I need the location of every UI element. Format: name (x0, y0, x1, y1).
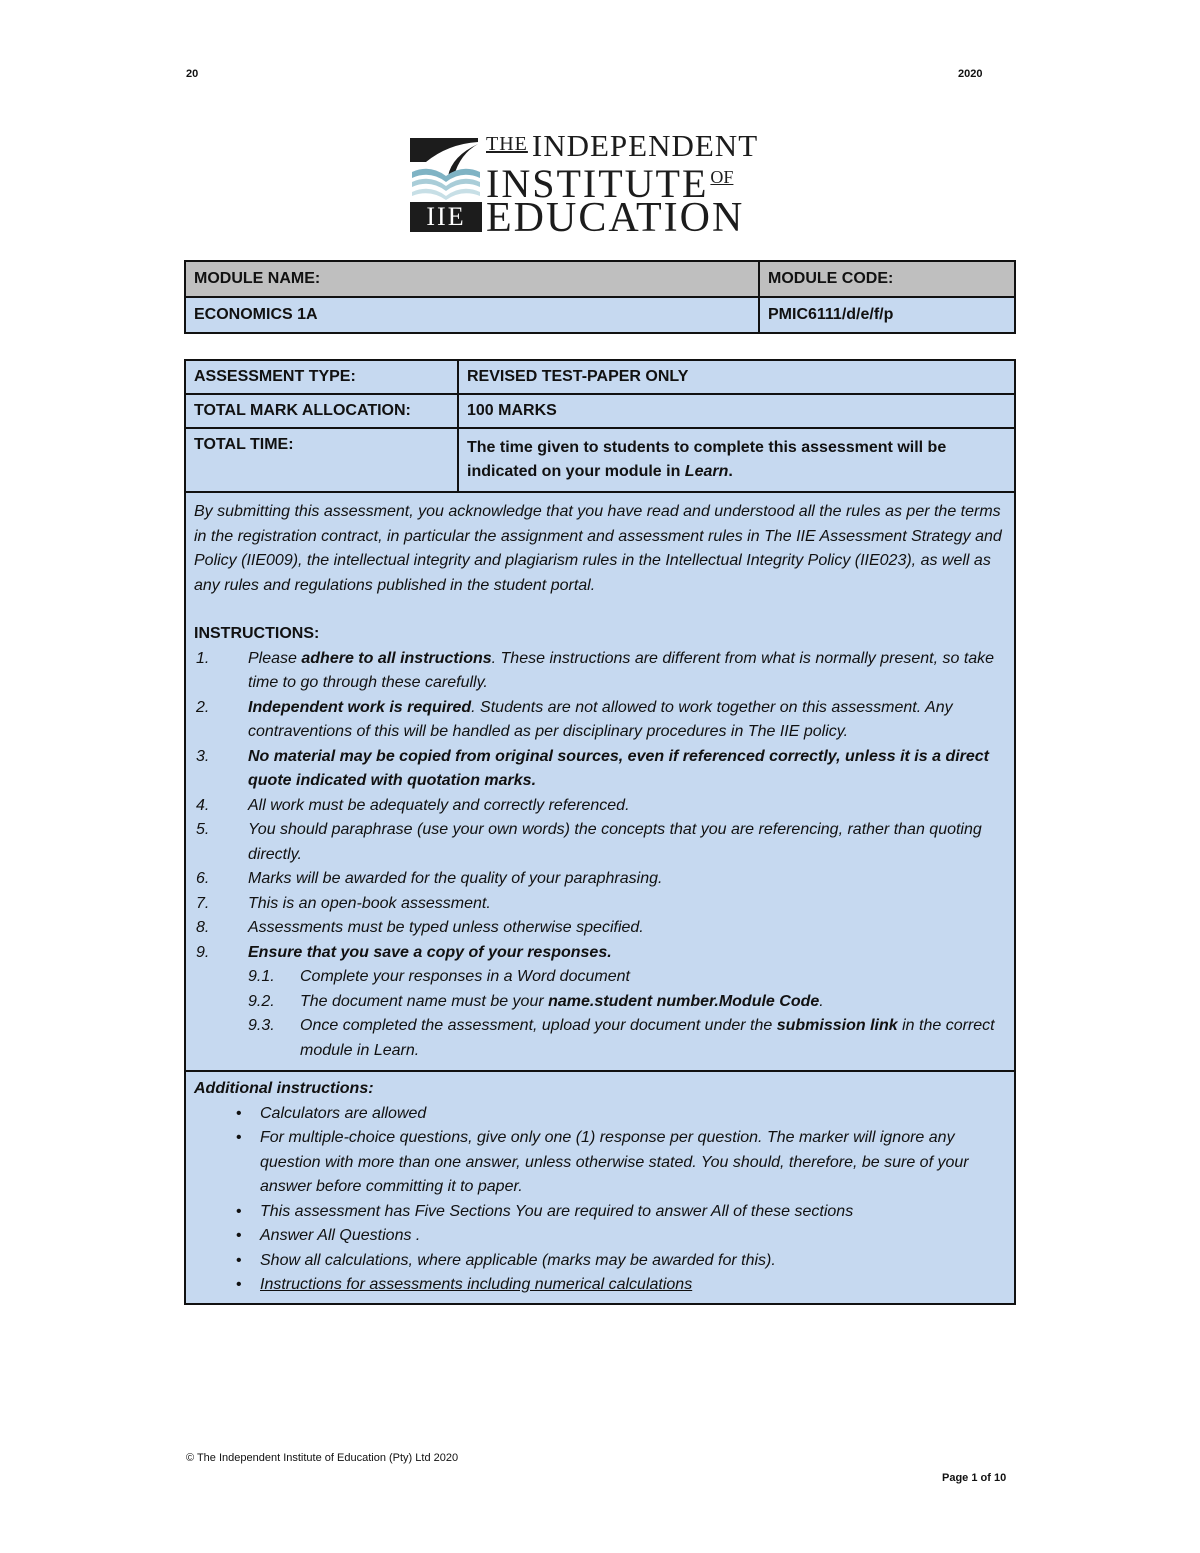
instruction-emphasis: Independent work is required (248, 698, 472, 716)
instruction-text: . Students are not allowed to work together on this assessment. Any contraventions of this will be handled as per disciplinary procedures in The IIE policy. (248, 698, 953, 740)
total-time-label: TOTAL TIME: (185, 428, 458, 492)
instruction-text: Assessments must be typed unless otherwise specified. (248, 919, 644, 936)
instruction-number: 8. (196, 919, 210, 936)
instructions-heading: INSTRUCTIONS: (194, 625, 320, 642)
instruction-text: Please (248, 649, 302, 667)
instruction-emphasis: Ensure that you save a copy of your responses. (248, 943, 612, 961)
copyright-footer: © The Independent Institute of Education (Pty) Ltd 2020 (186, 1452, 459, 1464)
header-left-text: 20 (186, 68, 199, 80)
page-number: Page 1 of 10 (942, 1472, 1007, 1484)
instruction-number: 9. (196, 943, 210, 961)
module-name-value: ECONOMICS 1A (185, 297, 759, 333)
bullet-icon: • (236, 1202, 242, 1220)
header-right-year: 2020 (958, 68, 983, 80)
instruction-number: 7. (196, 894, 210, 912)
declaration-text: By submitting this assessment, you acknowledge that you have read and understood all the rules as per the terms in the registration contract, in particular the assignment and assessment rules in The IIE Assessment Strategy and Policy (IIE009), the intellectual integrity and plagiarism rules in the Intellectual Integrity Policy (IIE023), as well as any rules and regulations published in the student portal. (194, 503, 1002, 594)
module-name-label: MODULE NAME: (185, 261, 759, 297)
instruction-number: 6. (196, 870, 210, 887)
bullet-text: For multiple-choice questions, give only one (1) response per question. The marker will ignore any question with more than one answer, unless otherwise stated. You should, therefore, be sure of your answer before committing it to paper. (260, 1129, 969, 1195)
sub-instruction-number: 9.1. (248, 968, 275, 985)
bullet-icon: • (236, 1276, 242, 1293)
instruction-number: 5. (196, 821, 210, 838)
instruction-item (194, 696, 1006, 745)
bullet-item (194, 1224, 1006, 1249)
module-code-label: MODULE CODE: (759, 261, 1015, 297)
additional-instructions-heading: Additional instructions: (194, 1080, 374, 1097)
bullet-item (194, 1102, 1006, 1127)
logo-of: OF (710, 167, 734, 187)
instruction-number: 2. (196, 698, 210, 716)
sub-instruction-item (248, 1014, 1006, 1063)
sub-instruction-number: 9.3. (248, 1017, 275, 1034)
instruction-item (194, 745, 1006, 794)
instructions-list (194, 647, 1006, 1064)
bullet-text: Calculators are allowed (260, 1104, 427, 1122)
instruction-emphasis: adhere to all instructions (301, 649, 492, 667)
mark-allocation-value: 100 MARKS (458, 394, 1015, 428)
sub-instruction-text: . (819, 992, 824, 1010)
instruction-item (194, 647, 1006, 696)
bullet-icon: • (236, 1104, 242, 1122)
bullet-icon: • (236, 1227, 242, 1244)
bullet-text: Show all calculations, where applicable (marks may be awarded for this). (260, 1251, 776, 1269)
bullet-item (194, 1249, 1006, 1274)
module-table (184, 260, 1016, 334)
instruction-item (194, 794, 1006, 819)
additional-instructions-list (194, 1102, 1006, 1298)
instruction-item (194, 818, 1006, 867)
bullet-icon: • (236, 1251, 242, 1269)
instruction-emphasis: No material may be copied from original sources, even if referenced correctly, unless it is a direct quote indicated with quotation marks. (248, 747, 990, 789)
instruction-text: All work must be adequately and correctly referenced. (248, 796, 630, 814)
bullet-text: Answer All Questions . (260, 1227, 421, 1244)
instruction-item (194, 941, 1006, 1064)
sub-instruction-emphasis: submission link (776, 1017, 898, 1034)
module-code-value: PMIC6111/d/e/f/p (759, 297, 1015, 333)
instruction-item (194, 867, 1006, 892)
assessment-type-value: REVISED TEST-PAPER ONLY (458, 360, 1015, 394)
instruction-text: Marks will be awarded for the quality of your paraphrasing. (248, 870, 663, 887)
instruction-item (194, 916, 1006, 941)
instruction-number: 1. (196, 649, 210, 667)
learn-text: Learn (684, 463, 729, 480)
sub-instruction-text: The document name must be your (300, 992, 549, 1010)
bullet-text-underlined: Instructions for assessments including numerical calculations (260, 1276, 693, 1293)
logo-the: THE (486, 133, 528, 155)
total-time-value (458, 428, 1015, 492)
bullet-icon: • (236, 1129, 242, 1146)
sub-instruction-text: Once completed the assessment, upload your document under the (300, 1017, 777, 1034)
book-emblem-icon (408, 132, 484, 206)
sub-instruction-text: Complete your responses in a Word document (300, 968, 630, 985)
bullet-item (194, 1200, 1006, 1225)
total-time-period: . (728, 463, 733, 480)
sub-instructions-list (248, 965, 1006, 1063)
bullet-item (194, 1126, 1006, 1200)
declaration-and-instructions-cell (185, 492, 1015, 1071)
instruction-number: 4. (196, 796, 210, 814)
instruction-text: . These instructions are different from what is normally present, so take time to go through these carefully. (248, 649, 995, 691)
mark-allocation-label: TOTAL MARK ALLOCATION: (185, 394, 458, 428)
bullet-text: This assessment has Five Sections You are required to answer All of these sections (260, 1202, 854, 1220)
sub-instruction-emphasis: name.student number.Module Code (548, 992, 820, 1010)
bullet-item (194, 1273, 1006, 1298)
instruction-number: 3. (196, 747, 210, 765)
logo-iie-badge: IIE (410, 202, 482, 232)
instruction-text: You should paraphrase (use your own words) the concepts that you are referencing, rather than quoting directly. (248, 821, 982, 863)
logo-education: EDUCATION (486, 195, 745, 241)
logo-institute: INSTITUTE (486, 161, 709, 206)
sub-instruction-number: 9.2. (248, 992, 275, 1010)
iie-logo (408, 128, 788, 241)
additional-instructions-cell (185, 1071, 1015, 1304)
instruction-item (194, 892, 1006, 917)
sub-instruction-item (248, 965, 1006, 990)
sub-instruction-text: in the correct module in Learn. (300, 1017, 995, 1059)
logo-independent: INDEPENDENT (531, 128, 759, 163)
assessment-type-label: ASSESSMENT TYPE: (185, 360, 458, 394)
assessment-table (184, 359, 1016, 1305)
sub-instruction-item (248, 990, 1006, 1015)
instruction-text: This is an open-book assessment. (248, 894, 491, 912)
total-time-text: The time given to students to complete this assessment will be indicated on your module in (467, 439, 947, 480)
